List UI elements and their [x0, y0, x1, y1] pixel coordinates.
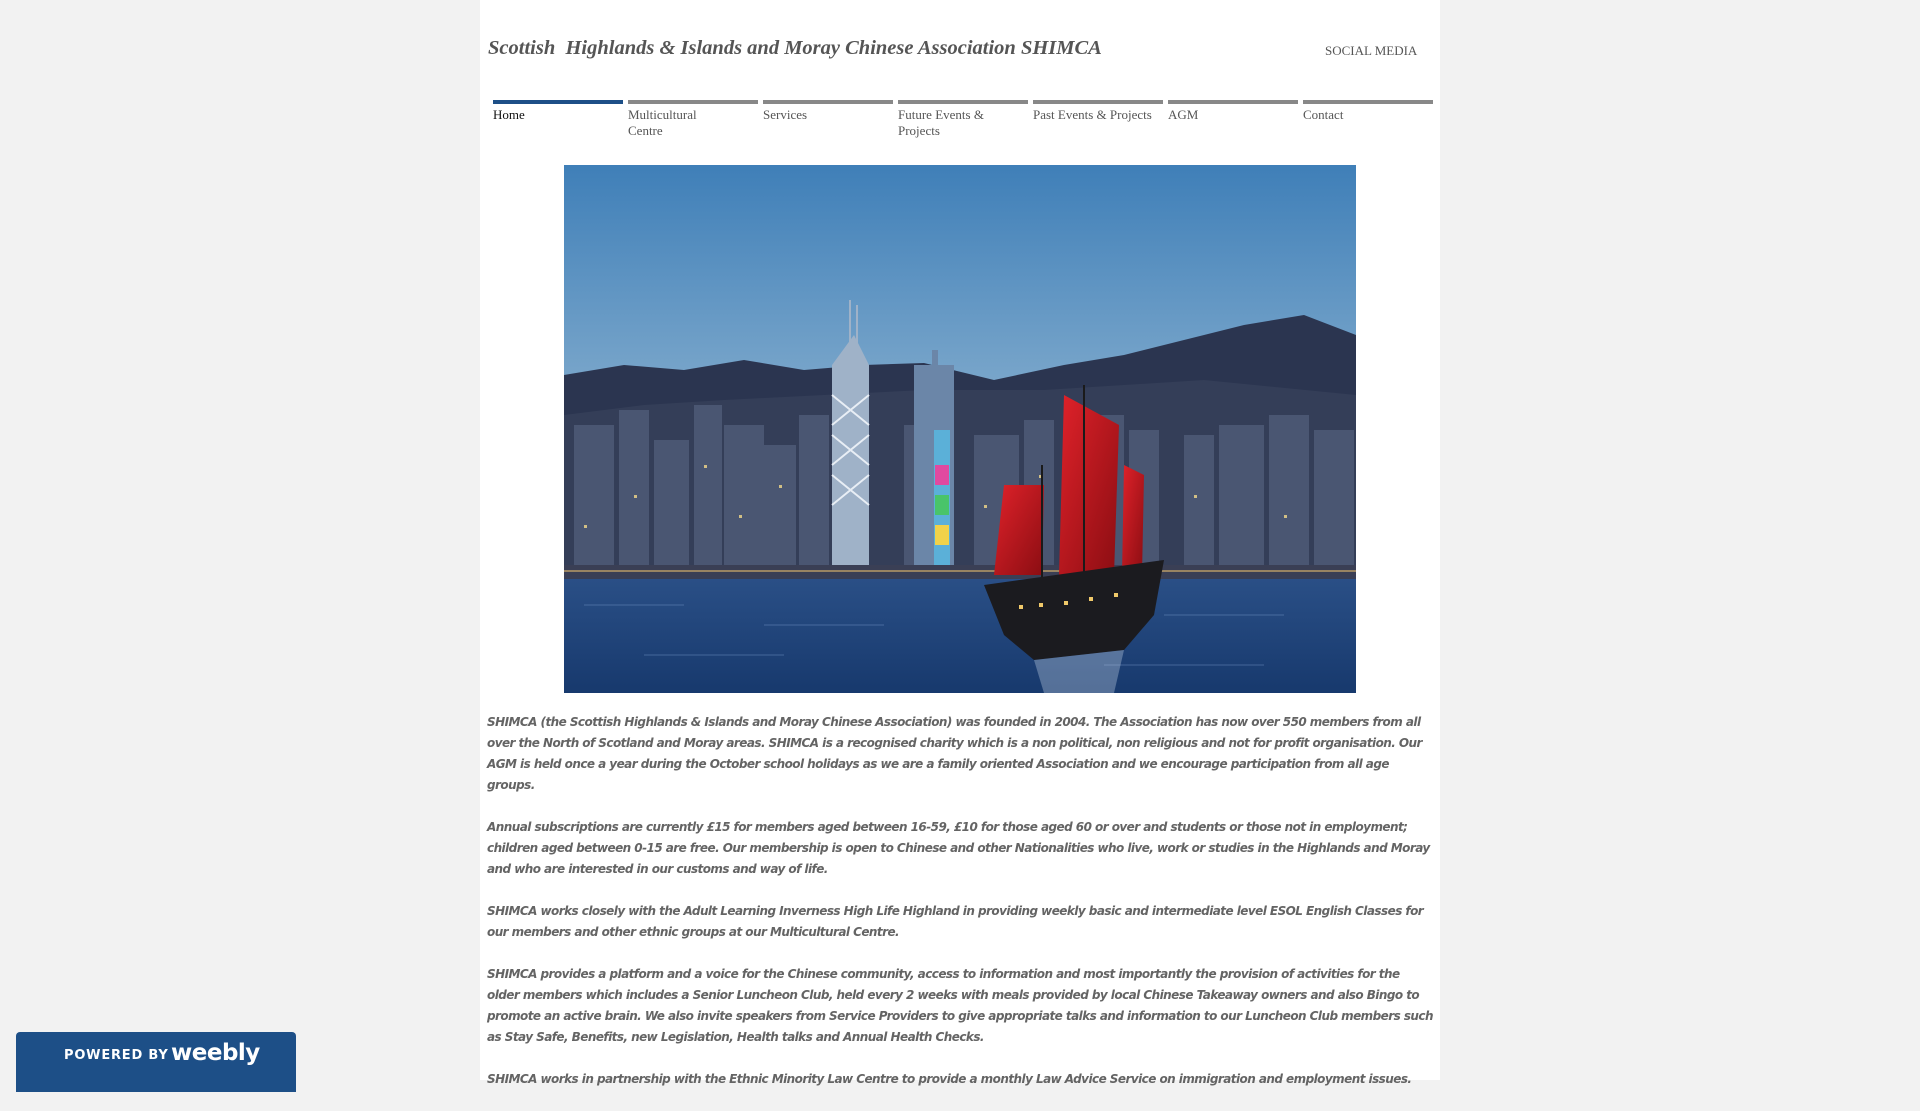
page-container: [480, 0, 1440, 1086]
nav-item-label: Home: [493, 107, 525, 122]
nav-item-future-events[interactable]: [898, 100, 1028, 145]
paragraph-subscriptions: Annual subscriptions are currently £15 for members aged between 16-59, £10 for those aged 60 or over and students or those not in employment; children aged between 0-15 are free. Our membership is open to Chinese and other Nationalities who live, work or studies in the Highlands and Moray and who are interested in our customs and way of life.: [487, 820, 1430, 876]
paragraph-esol-classes: SHIMCA works closely with the Adult Learning Inverness High Life Highland in providing weekly basic and intermediate level ESOL English Classes for our members and other ethnic groups at our Multicultural Centre.: [487, 904, 1424, 939]
nav-item-home[interactable]: [493, 100, 623, 145]
nav-item-label: Services: [763, 107, 808, 122]
main-navigation: [493, 100, 1437, 145]
paragraph-luncheon-club: SHIMCA provides a platform and a voice for the Chinese community, access to information and most importantly the provision of activities for the older members which includes a Senior Luncheon Club, held every 2 weeks with meals provided by local Chinese Takeaway owners and also Bingo to promote an active brain. We also invite speakers from Service Providers to give appropriate talks and information to our Luncheon Club members such as Stay Safe, Benefits, new Legislation, Health talks and Annual Health Checks.: [487, 967, 1433, 1044]
paragraph-law-advice: SHIMCA works in partnership with the Ethnic Minority Law Centre to provide a monthly Law Advice Service on immigration and employment issues.: [487, 1072, 1412, 1086]
nav-item-services[interactable]: [763, 100, 893, 145]
nav-item-past-events[interactable]: [1033, 100, 1163, 145]
powered-by-weebly-badge[interactable]: [16, 1032, 296, 1092]
badge-powered-label: POWERED BY: [64, 1048, 169, 1063]
weebly-logo: weebly: [171, 1040, 260, 1066]
site-title[interactable]: Scottish Highlands & Islands and Moray Chinese Association SHIMCA: [488, 37, 1102, 59]
social-media-link[interactable]: SOCIAL MEDIA: [1325, 43, 1418, 58]
paragraph-about: SHIMCA (the Scottish Highlands & Islands and Moray Chinese Association) was founded in 2004. The Association has now over 550 members from all over the North of Scotland and Moray areas. SHIMCA is a recognised charity which is a non political, non religious and not for profit organisation. Our AGM is held once a year during the October school holidays as we are a family oriented Association and we encourage participation from all age groups.: [487, 715, 1422, 792]
nav-item-label: Multicultural Centre: [628, 107, 697, 138]
nav-item-label: Past Events & Projects: [1033, 107, 1152, 122]
hero-image: [564, 165, 1356, 693]
main-content: [487, 712, 1435, 1111]
nav-item-contact[interactable]: [1303, 100, 1433, 145]
nav-item-agm[interactable]: [1168, 100, 1298, 145]
nav-item-label: Future Events & Projects: [898, 107, 984, 138]
nav-item-label: Contact: [1303, 107, 1344, 122]
nav-item-multicultural-centre[interactable]: [628, 100, 758, 145]
nav-item-label: AGM: [1168, 107, 1199, 122]
